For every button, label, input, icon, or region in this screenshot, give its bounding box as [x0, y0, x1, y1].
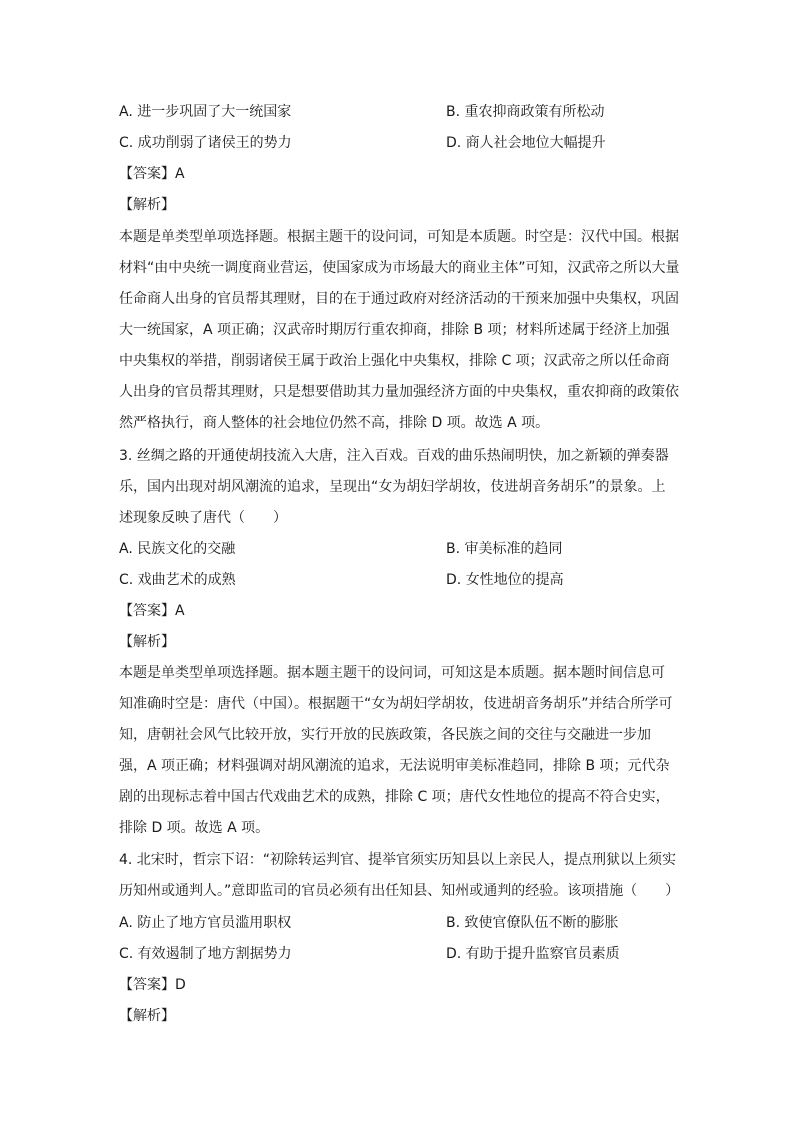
q3-stem-line: 3. 丝绸之路的开通使胡技流入大唐，注入百戏。百戏的曲乐热闹明快，加之新颖的弹奏器	[119, 448, 669, 464]
q2-analysis-line: 中央集权的举措，削弱诸侯王属于政治上强化中央集权，排除 C 项；汉武帝之所以任命商	[119, 353, 670, 369]
q2-analysis-line: 然严格执行，商人整体的社会地位仍然不高，排除 D 项。故选 A 项。	[119, 415, 550, 431]
q2-option-b: B. 重农抑商政策有所松动	[446, 104, 605, 120]
q3-option-c: C. 戏曲艺术的成熟	[119, 572, 236, 588]
q4-option-a: A. 防止了地方官员滥用职权	[119, 915, 292, 931]
q3-option-a: A. 民族文化的交融	[119, 541, 236, 557]
q3-analysis-label: 【解析】	[119, 634, 175, 650]
q4-stem-line: 历知州或通判人。”意即监司的官员必须有出任知县、知州或通判的经验。该项措施（ ）	[119, 883, 680, 899]
q4-analysis-label: 【解析】	[119, 1008, 175, 1024]
q3-analysis	[119, 658, 679, 844]
q2-analysis-line: 本题是单类型单项选择题。根据主题干的设问词，可知是本质题。时空是：汉代中国。根据	[119, 229, 679, 245]
q3-stem	[119, 441, 679, 534]
q2-analysis-line: 大一统国家，A 项正确；汉武帝时期厉行重农抑商，排除 B 项；材料所述属于经济上加强	[119, 322, 670, 338]
q3-analysis-line: 本题是单类型单项选择题。据本题主题干的设问词，可知这是本质题。据本题时间信息可	[119, 665, 665, 681]
q3-option-d: D. 女性地位的提高	[446, 572, 564, 588]
q3-answer: 【答案】A	[119, 603, 185, 619]
q2-analysis-line: 人出身的官员帮其理财，只是想要借助其力量加强经济方面的中央集权，重农抑商的政策依	[119, 384, 679, 400]
q4-stem-line: 4. 北宋时，哲宗下诏：“初除转运判官、提举官须实历知县以上亲民人，提点刑狱以上须实	[119, 852, 677, 868]
q3-analysis-line: 强，A 项正确；材料强调对胡风潮流的追求，无法说明审美标准趋同，排除 B 项；元代杂	[119, 758, 670, 774]
q2-analysis-label: 【解析】	[119, 197, 175, 213]
q4-answer: 【答案】D	[119, 977, 186, 993]
q3-analysis-line: 排除 D 项。故选 A 项。	[119, 820, 270, 836]
q4-option-d: D. 有助于提升监察官员素质	[446, 946, 620, 962]
q3-stem-line: 乐，国内出现对胡风潮流的追求，呈现出“女为胡妇学胡妆，伎进胡音务胡乐”的景象。上	[119, 479, 666, 495]
q3-option-b: B. 审美标准的趋同	[446, 541, 563, 557]
q2-option-c: C. 成功削弱了诸侯王的势力	[119, 135, 292, 151]
q2-analysis-line: 材料“由中央统一调度商业营运，使国家成为市场最大的商业主体”可知，汉武帝之所以大量	[119, 260, 680, 276]
q4-stem	[119, 845, 679, 907]
q2-analysis-line: 任命商人出身的官员帮其理财，目的在于通过政府对经济活动的干预来加强中央集权，巩固	[119, 291, 679, 307]
q3-stem-line: 述现象反映了唐代（ ）	[119, 510, 287, 526]
q2-option-a: A. 进一步巩固了大一统国家	[119, 104, 292, 120]
q4-option-c: C. 有效遏制了地方割据势力	[119, 946, 292, 962]
q3-analysis-line: 知准确时空是：唐代（中国）。根据题干“女为胡妇学胡妆，伎进胡音务胡乐”并结合所学可	[119, 696, 673, 712]
q2-option-d: D. 商人社会地位大幅提升	[446, 135, 606, 151]
q3-analysis-line: 剧的出现标志着中国古代戏曲艺术的成熟，排除 C 项；唐代女性地位的提高不符合史实，	[119, 789, 670, 805]
q3-analysis-line: 知，唐朝社会风气比较开放，实行开放的民族政策，各民族之间的交往与交融进一步加	[119, 727, 651, 743]
q4-option-b: B. 致使官僚队伍不断的膨胀	[446, 915, 619, 931]
q2-analysis	[119, 222, 679, 439]
q2-answer: 【答案】A	[119, 166, 185, 182]
